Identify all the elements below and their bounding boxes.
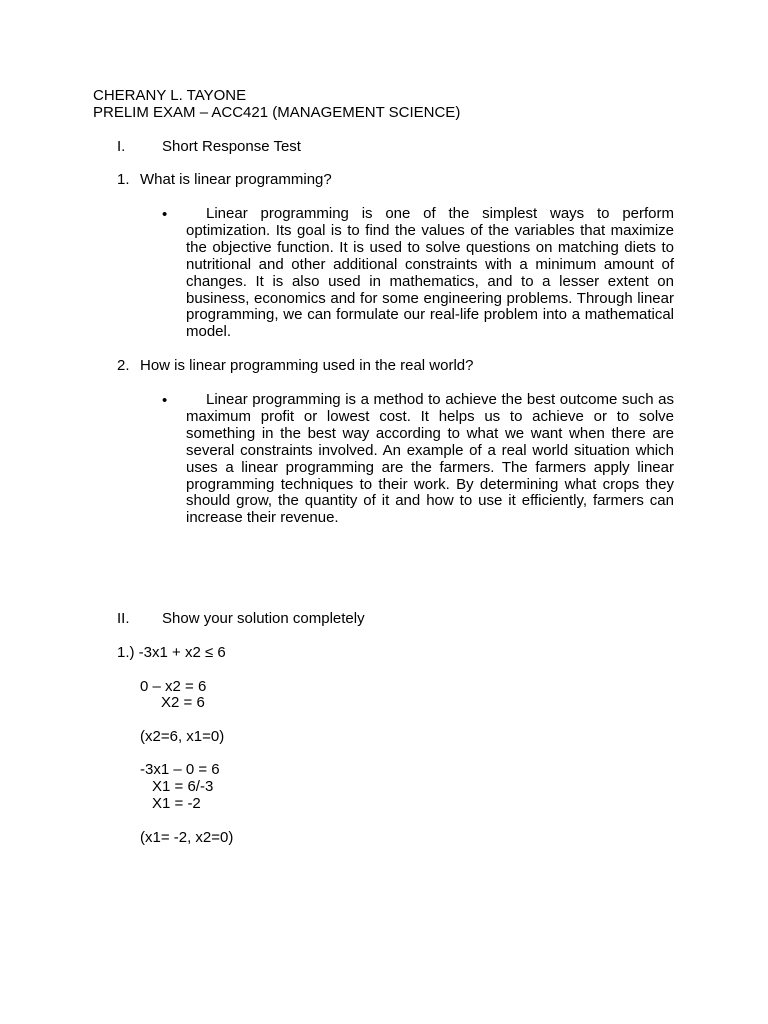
solution-line: 0 – x2 = 6 [140, 678, 207, 695]
solution-line: X1 = -2 [152, 795, 201, 812]
answer-2-text: Linear programming is a method to achieve the best outcome such as maximum profit or lowest cost. It helps us to achieve or to solve something in the best way according to what we want when there are several constraints involved. An example of a real world situation which uses a linear programming are the farmers. The farmers apply linear programming techniques to their work. By determining what crops they should grow, the quantity of it and how to use it efficiently, farmers can increase their revenue. [186, 391, 674, 527]
solution-line: (x1= -2, x2=0) [140, 829, 234, 846]
section-2-number: II. [117, 610, 130, 627]
question-2-number: 2. [117, 357, 130, 374]
section-1-number: I. [117, 138, 126, 155]
question-2-text: How is linear programming used in the real world? [140, 357, 474, 374]
student-name: CHERANY L. TAYONE [93, 87, 247, 104]
question-1-text: What is linear programming? [140, 171, 332, 188]
solution-line: X2 = 6 [161, 694, 205, 711]
bullet-2: • [162, 392, 168, 409]
bullet-1: • [162, 206, 168, 223]
question-1-number: 1. [117, 171, 130, 188]
section-1-title: Short Response Test [162, 138, 301, 155]
problem-1: 1.) -3x1 + x2 ≤ 6 [117, 644, 226, 661]
section-2-title: Show your solution completely [162, 610, 365, 627]
exam-title: PRELIM EXAM – ACC421 (MANAGEMENT SCIENCE) [93, 104, 461, 121]
solution-line: X1 = 6/-3 [152, 778, 214, 795]
solution-line: (x2=6, x1=0) [140, 728, 225, 745]
solution-line: -3x1 – 0 = 6 [140, 761, 220, 778]
answer-1-text: Linear programming is one of the simplest ways to perform optimization. Its goal is to find the values of the variables that maximize the objective function. It is used to solve questions on matching diets to nutritional and other additional constraints with a minimum amount of changes. It is also used in mathematics, and to a lesser extent on business, economics and for some engineering problems. Through linear programming, we can formulate our real-life problem into a mathematical model. [186, 205, 674, 341]
answer-1 [186, 206, 674, 341]
answer-2 [186, 392, 674, 527]
